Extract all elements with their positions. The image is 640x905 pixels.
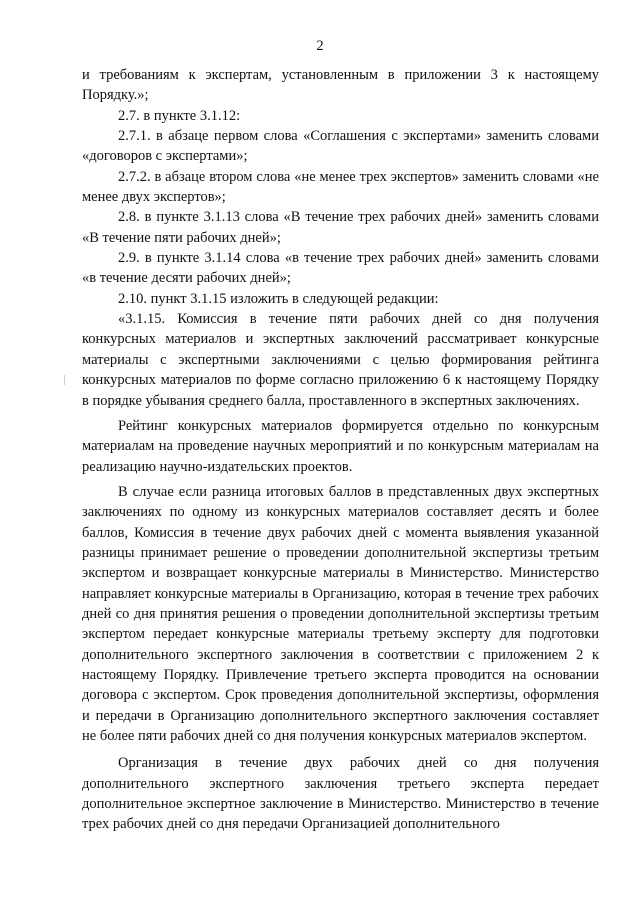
paragraph-item-2-7-2: 2.7.2. в абзаце втором слова «не менее трех экспертов» заменить словами «не менее двух экспертов»; (82, 168, 599, 206)
paragraph-item-2-8: 2.8. в пункте 3.1.13 слова «В течение трех рабочих дней» заменить словами «В течение пяти рабочих дней»; (82, 209, 599, 246)
paragraph-additional-expertise: В случае если разница итоговых баллов в представленных двух экспертных заключениях по одному из конкурсных материалов составляет десять и более баллов, Комиссия в течение двух рабочих дней с момента выявления указанной разницы принимает решение о проведении дополнительной экспертизы третьим экспертом и возвращает конкурсные материалы в Министерство. Министерство направляет конкурсные материалы в Организацию, которая в течение трех рабочих дней со дня принятия решения о проведении дополнительной экспертизы третьим экспертом передает конкурсные материалы третьему эксперту для подготовки дополнительного экспертного заключения в соответствии с приложением 2 к настоящему Порядку. Привлечение третьего эксперта проводится на основании договора с экспертом. Срок проведения дополнительной экспертизы, оформления и передачи в Организацию дополнительного экспертного заключения составляет не более пяти рабочих дней со дня получения конкурсных материалов экспертом. (82, 483, 599, 744)
paragraph-continuation: и требованиям к экспертам, установленным в приложении 3 к настоящему Порядку.»; (82, 67, 599, 104)
paragraph-rating-formation: Рейтинг конкурсных материалов формируется отдельно по конкурсным материалам на проведение научных мероприятий и по конкурсным материалам на реализацию научно-издательских проектов. (82, 417, 599, 475)
page-number: 2 (316, 38, 324, 54)
paragraph-quoted-3-1-15: «3.1.15. Комиссия в течение пяти рабочих дней со дня получения конкурсных материалов и экспертных заключений рассматривает конкурсные материалы с экспертными заключениями с целью формирования рейтинга конкурсных материалов по форме согласно приложению 6 к настоящему Порядку в порядке убывания среднего балла, проставленного в экспертных заключениях. (82, 311, 599, 409)
paragraph-item-2-7: 2.7. в пункте 3.1.12: (118, 107, 241, 124)
paragraph-item-2-9: 2.9. в пункте 3.1.14 слова «в течение трех рабочих дней» заменить словами «в течение десяти рабочих дней»; (82, 250, 599, 287)
paragraph-item-2-10: 2.10. пункт 3.1.15 изложить в следующей редакции: (118, 290, 439, 307)
document-body (82, 65, 599, 835)
paragraph-item-2-7-1: 2.7.1. в абзаце первом слова «Соглашения с экспертами» заменить словами «договоров с экспертами»; (82, 128, 599, 165)
margin-mark (64, 375, 65, 385)
paragraph-organization-transfer: Организация в течение двух рабочих дней со дня получения дополнительного экспертного заключения третьего эксперта передает дополнительное экспертное заключение в Министерство. Министерство в течение трех рабочих дней со дня передачи Организацией дополнительного (82, 755, 599, 833)
